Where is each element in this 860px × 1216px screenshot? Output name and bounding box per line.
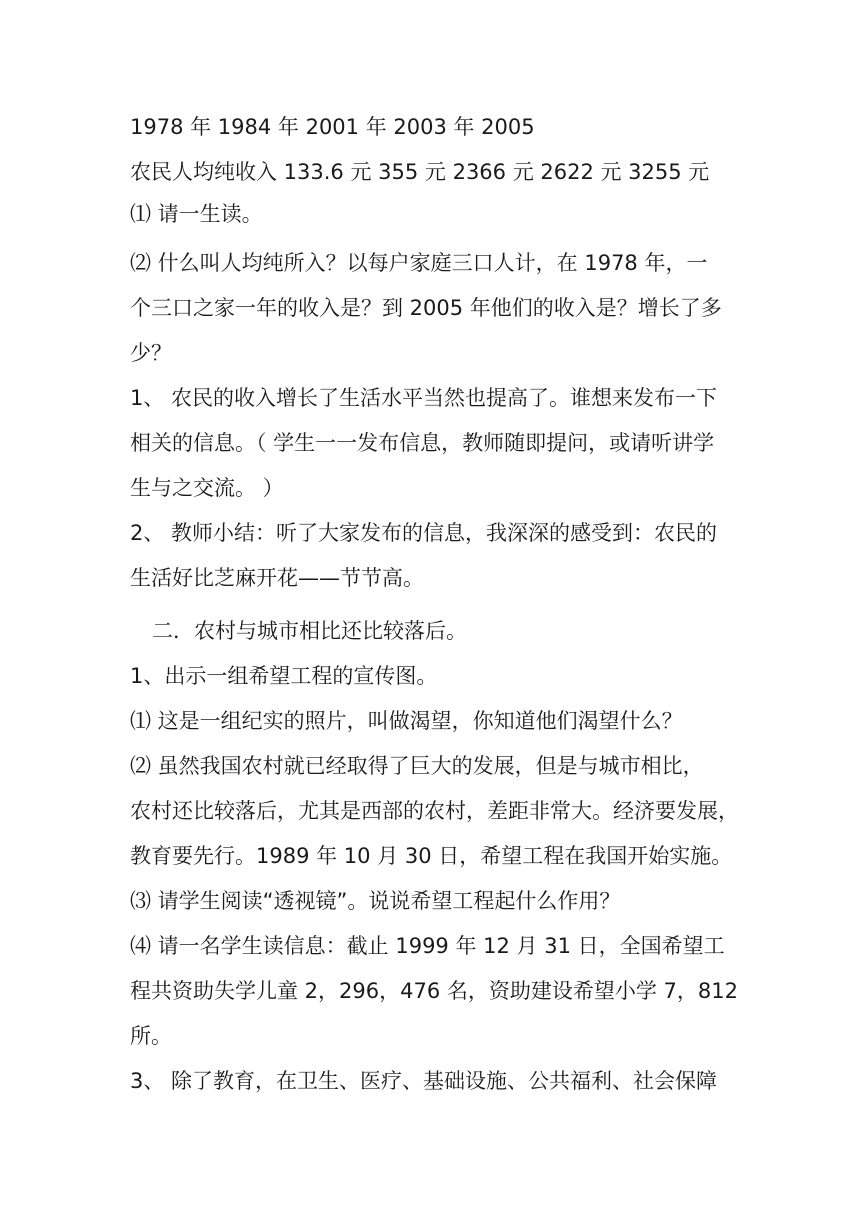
paragraph-line: ⑵ 虽然我国农村就已经取得了巨大的发展，但是与城市相比， xyxy=(130,754,704,778)
paragraph-line: ⑵ 什么叫人均纯所入？以每户家庭三口人计，在 1978 年，一 xyxy=(130,251,708,275)
paragraph-line: ⑷ 请一名学生读信息：截止 1999 年 12 月 31 日，全国希望工 xyxy=(130,934,725,958)
paragraph-line: 生与之交流。 ） xyxy=(130,476,284,500)
paragraph-line: ⑴ 请一生读。 xyxy=(130,202,263,226)
paragraph-line: 个三口之家一年的收入是？到 2005 年他们的收入是？增长了多 xyxy=(130,296,722,320)
paragraph-line: 3、 除了教育，在卫生、医疗、基础设施、公共福利、社会保障 xyxy=(130,1069,718,1093)
paragraph-line: 所。 xyxy=(130,1024,172,1048)
paragraph-line: 少？ xyxy=(130,341,172,365)
paragraph-line: 程共资助失学儿童 2，296，476 名，资助建设希望小学 7，812 xyxy=(130,979,738,1003)
paragraph-line: ⑶ 请学生阅读“透视镜”。说说希望工程起什么作用？ xyxy=(130,889,621,913)
paragraph-line: 1、出示一组希望工程的宣传图。 xyxy=(130,664,438,688)
paragraph-line: 1、 农民的收入增长了生活水平当然也提高了。谁想来发布一下 xyxy=(130,386,718,410)
paragraph-line: 2、 教师小结：听了大家发布的信息，我深深的感受到：农民的 xyxy=(130,521,718,545)
income-values-row: 农民人均纯收入 133.6 元 355 元 2366 元 2622 元 3255 元 xyxy=(130,160,710,184)
income-years-row: 1978 年 1984 年 2001 年 2003 年 2005 xyxy=(130,115,535,139)
paragraph-line: 相关的信息。（ 学生一一发布信息，教师随即提问，或请听讲学 xyxy=(130,431,715,455)
paragraph-line: 生活好比芝麻开花——节节高。 xyxy=(130,566,424,590)
section-heading: 二．农村与城市相比还比较落后。 xyxy=(152,619,467,643)
paragraph-line: ⑴ 这是一组纪实的照片，叫做渴望，你知道他们渴望什么？ xyxy=(130,709,683,733)
paragraph-line: 教育要先行。1989 年 10 月 30 日，希望工程在我国开始实施。 xyxy=(130,844,733,868)
paragraph-line: 农村还比较落后，尤其是西部的农村，差距非常大。经济要发展， xyxy=(130,799,739,823)
